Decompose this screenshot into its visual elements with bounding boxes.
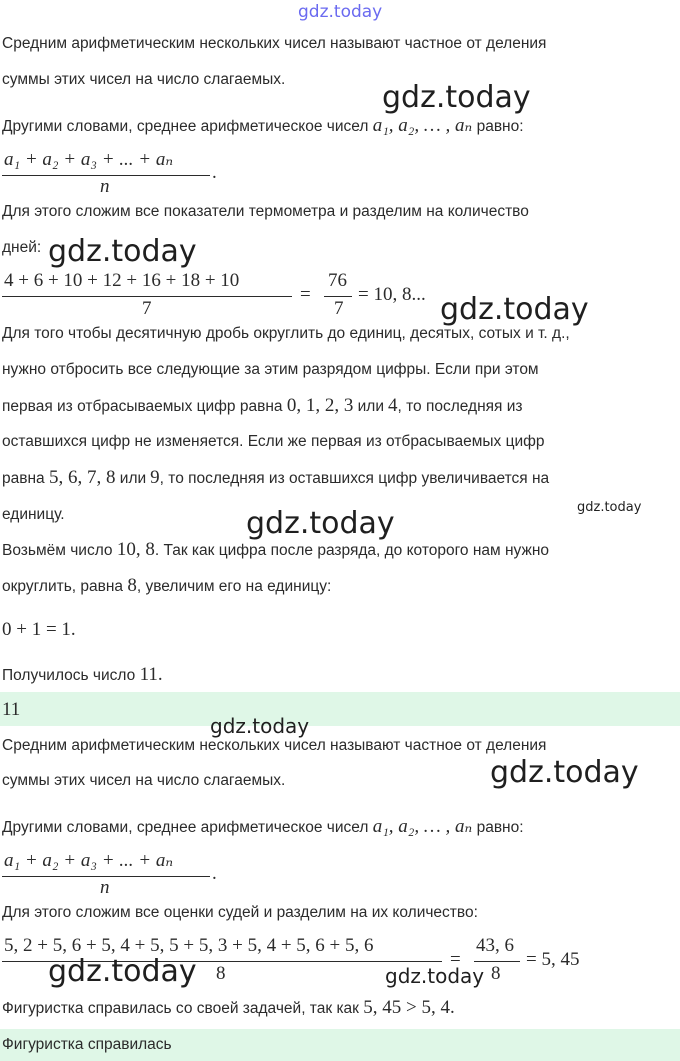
rounding-text: первая из отбрасываемых цифр равна bbox=[2, 398, 283, 415]
formula-intro-text: Другими словами, среднее арифметическое чисел bbox=[2, 819, 369, 836]
conclusion-text: Фигуристка справилась со своей задачей, так как bbox=[2, 1000, 359, 1017]
fraction-bar bbox=[474, 961, 520, 962]
watermark: gdz.today bbox=[385, 964, 485, 988]
formula-intro bbox=[2, 116, 524, 137]
answer-box bbox=[0, 692, 680, 726]
comparison-math: 5, 45 > 5, 4. bbox=[363, 997, 455, 1018]
mean-formula bbox=[2, 847, 217, 899]
result-text: Получилось число bbox=[2, 667, 136, 684]
formula-intro bbox=[2, 817, 524, 838]
calc-denominator-2: 7 bbox=[334, 298, 344, 319]
rounding-rule: единицу. bbox=[2, 506, 65, 523]
digits-math: 5, 6, 7, 8 bbox=[48, 467, 116, 488]
conclusion-line bbox=[2, 998, 455, 1019]
calc-denominator: 8 bbox=[216, 963, 226, 984]
rounding-rule: оставшихся цифр не изменяется. Если же первая из отбрасываемых цифр bbox=[2, 433, 545, 450]
watermark: gdz.today bbox=[440, 292, 589, 327]
definition-line: Средним арифметическим нескольких чисел называют частное от деления bbox=[2, 737, 547, 754]
calc-result: = 5, 45 bbox=[526, 949, 580, 970]
example-text: . Так как цифра после разряда, до которого нам нужно bbox=[154, 542, 550, 559]
watermark: gdz.today bbox=[298, 2, 383, 22]
formula-period: . bbox=[212, 863, 217, 884]
rounding-text: или bbox=[357, 398, 384, 415]
rounding-rule: нужно отбросить все следующие за этим разрядом цифры. Если при этом bbox=[2, 361, 539, 378]
watermark: gdz.today bbox=[48, 954, 197, 989]
sum-equation: 0 + 1 = 1. bbox=[2, 619, 76, 640]
calc-numerator: 5, 2 + 5, 6 + 5, 4 + 5, 5 + 5, 3 + 5, 4 + 5, 6 + 5, 6 bbox=[4, 935, 374, 956]
equals-text: равно: bbox=[476, 819, 524, 836]
example-line bbox=[2, 576, 331, 597]
watermark: gdz.today bbox=[48, 234, 197, 269]
equals-text: равно: bbox=[476, 118, 524, 135]
rounding-text: равна bbox=[2, 470, 45, 487]
calc-equals: = bbox=[300, 284, 311, 305]
mean-formula bbox=[2, 146, 217, 198]
rounding-rule bbox=[2, 468, 549, 489]
sequence-math: a₁, a₂, … , aₙ bbox=[372, 816, 473, 837]
example-text: , увеличим его на единицу: bbox=[136, 578, 332, 595]
definition-line: Средним арифметическим нескольких чисел называют частное от деления bbox=[2, 35, 547, 52]
digits-math: 0, 1, 2, 3 bbox=[286, 395, 354, 416]
formula-denominator: n bbox=[100, 877, 110, 898]
rounding-rule bbox=[2, 396, 523, 417]
temperature-calculation bbox=[2, 268, 452, 324]
number-math: 8 bbox=[127, 575, 137, 596]
definition-line: суммы этих чисел на число слагаемых. bbox=[2, 772, 286, 789]
calc-numerator: 4 + 6 + 10 + 12 + 16 + 18 + 10 bbox=[4, 270, 240, 291]
watermark: gdz.today bbox=[490, 755, 639, 790]
calc-denominator: 7 bbox=[142, 298, 152, 319]
digit-math: 9 bbox=[150, 467, 160, 488]
formula-numerator: a₁ + a₂ + a₃ + ... + aₙ bbox=[4, 850, 174, 871]
definition-line: суммы этих чисел на число слагаемых. bbox=[2, 71, 286, 88]
fraction-bar bbox=[324, 296, 352, 297]
watermark: gdz.today bbox=[246, 506, 395, 541]
watermark: gdz.today bbox=[577, 500, 642, 515]
calc-numerator-2: 43, 6 bbox=[476, 935, 514, 956]
rounding-text: , то последняя из оставшихся цифр увеличивается на bbox=[159, 470, 550, 487]
sum-explanation: Для этого сложим все оценки судей и разделим на их количество: bbox=[2, 904, 478, 921]
result-line bbox=[2, 665, 163, 686]
answer-box bbox=[0, 1029, 680, 1061]
formula-intro-text: Другими словами, среднее арифметическое чисел bbox=[2, 118, 369, 135]
watermark: gdz.today bbox=[382, 80, 531, 115]
calc-numerator-2: 76 bbox=[328, 270, 347, 291]
sum-explanation: Для этого сложим все показатели термометра и разделим на количество bbox=[2, 203, 529, 220]
rounding-rule: Для того чтобы десятичную дробь округлить до единиц, десятых, сотых и т. д., bbox=[2, 325, 570, 342]
rounding-text: , то последняя из bbox=[397, 398, 523, 415]
answer-text: 11 bbox=[2, 699, 21, 720]
formula-denominator: n bbox=[100, 176, 110, 197]
example-line bbox=[2, 540, 549, 561]
number-math: 11. bbox=[139, 664, 163, 685]
formula-period: . bbox=[212, 162, 217, 183]
rounding-text: или bbox=[119, 470, 147, 487]
calc-result: = 10, 8... bbox=[358, 284, 426, 305]
number-math: 10, 8 bbox=[116, 539, 155, 560]
example-text: округлить, равна bbox=[2, 578, 124, 595]
watermark: gdz.today bbox=[210, 714, 310, 738]
calc-equals: = bbox=[450, 949, 461, 970]
fraction-bar bbox=[2, 296, 292, 297]
calc-denominator-2: 8 bbox=[491, 963, 501, 984]
digit-math: 4 bbox=[388, 395, 398, 416]
sum-explanation: дней: bbox=[2, 239, 42, 256]
formula-numerator: a₁ + a₂ + a₃ + ... + aₙ bbox=[4, 149, 174, 170]
answer-text: Фигуристка справилась bbox=[2, 1036, 172, 1053]
example-text: Возьмём число bbox=[2, 542, 113, 559]
sequence-math: a₁, a₂, … , aₙ bbox=[372, 115, 473, 136]
